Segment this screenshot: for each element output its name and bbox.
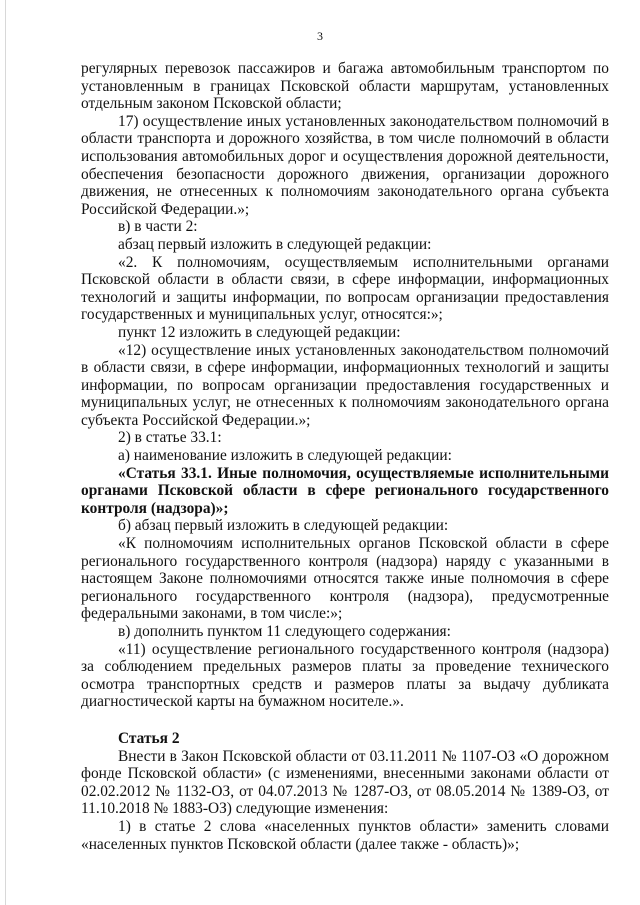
paragraph-article-2-intro: Внести в Закон Псковской области от 03.11.2011 № 1107-ОЗ «О дорожном фонде Псковской области» (с изменениями, внесенными законами области от 02.02.2012 № 1132-ОЗ, от 04.07.2013 № 1287-ОЗ, от 08.05.2014 № 1389-ОЗ, от 11.10.2018 № 1883-ОЗ) следующие изменения: [81,747,609,818]
paragraph-abzac-instruction: б) абзац первый изложить в следующей редакции: [118,517,449,535]
paragraph-article-33-1-title: «Статья 33.1. Иные полномочия, осуществляемые исполнительными органами Псковской области в сфере регионального государственного контроля (надзора)»; [81,464,609,517]
paragraph-continuation: регулярных перевозок пассажиров и багажа автомобильным транспортом по установленным в границах Псковской области маршрутам, установленных отдельным законом Псковской области; [81,60,609,113]
paragraph-item-17: 17) осуществление иных установленных законодательством полномочий в области транспорта и дорожного хозяйства, в том числе полномочий в области использования автомобильных дорог и осуществления дорожной деятельности, обеспечения безопасности дорожного движения, организации дорожного движения, не отнесенных к полномочиям законодательного органа субъекта Российской Федерации.»; [81,112,609,218]
article-2-heading: Статья 2 [118,729,180,747]
paragraph-article-2-item-1: 1) в статье 2 слова «населенных пунктов области» заменить словами «населенных пунктов Псковской области (далее также - область)»; [81,817,609,853]
paragraph-part-2-heading: в) в части 2: [118,218,198,236]
paragraph-item-12-instruction: пункт 12 изложить в следующей редакции: [118,323,401,341]
section-gap [81,711,609,730]
paragraph-quoted-item-12: «12) осуществление иных установленных законодательством полномочий в области связи, в сфере информации, информационных технологий и защиты информации, по вопросам организации предоставления государственных и муниципальных услуг, не отнесенных к полномочиям законодательного органа субъекта Российской Федерации.»; [81,341,609,429]
paragraph-quoted-powers: «К полномочиям исполнительных органов Псковской области в сфере регионального государственного контроля (надзора) наряду с указанными в настоящем Законе полномочиями относятся также иные полномочия в сфере регионального государственного контроля (надзора), предусмотренные федеральными законами, в том числе:»; [81,535,609,623]
paragraph-title-instruction: а) наименование изложить в следующей редакции: [118,447,452,465]
paragraph-add-item-11-instruction: в) дополнить пунктом 11 следующего содержания: [118,623,451,640]
paragraph-article-33-1-heading: 2) в статье 33.1: [118,429,222,447]
document-body [81,60,609,853]
paragraph-first-abzac-instruction: абзац первый изложить в следующей редакции: [118,235,432,253]
page-number: 3 [317,29,323,43]
scan-edge-line [5,0,6,905]
paragraph-quoted-item-11: «11) осуществление регионального государственного контроля (надзора) за соблюдением предельных размеров платы за проведение технического осмотра транспортных средств и размеров платы за выдачу дубликата диагностической карты на бумажном носителе.». [81,640,609,711]
paragraph-quoted-part-2: «2. К полномочиям, осуществляемым исполнительными органами Псковской области в области связи, в сфере информации, информационных технологий и защиты информации, по вопросам организации предоставления государственных и муниципальных услуг, относятся:»; [81,253,609,324]
